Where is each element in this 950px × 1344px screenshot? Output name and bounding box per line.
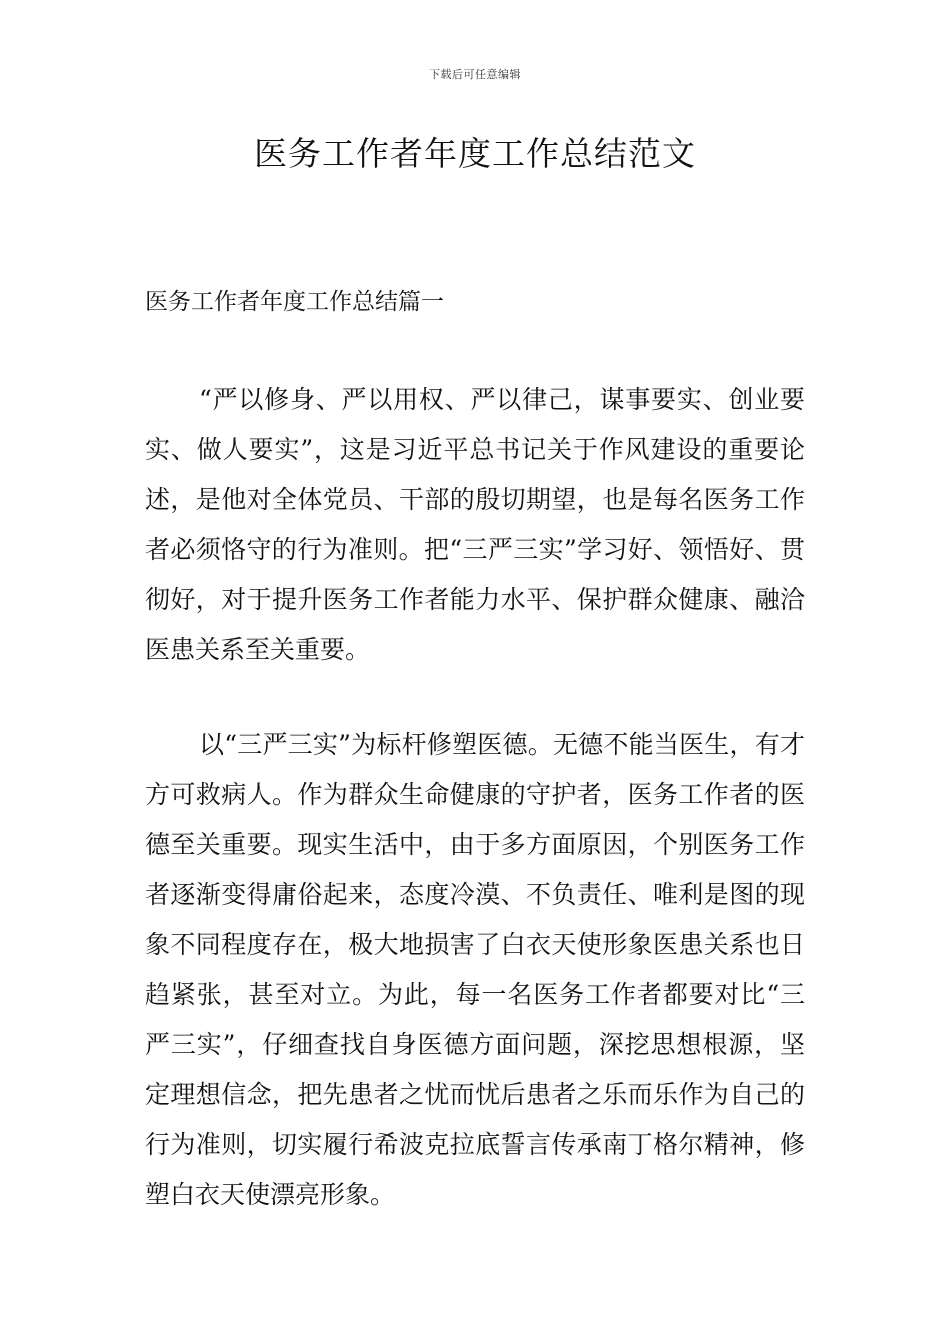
header-note: 下载后可任意编辑 bbox=[429, 68, 521, 81]
paragraph-2: 以“三严三实”为标杆修塑医德。无德不能当医生，有才方可救病人。作为群众生命健康的守护者，医务工作者的医德至关重要。现实生活中，由于多方面原因，个别医务工作者逐渐变得庸俗起来，态度冷漠、不负责任、唯利是图的现象不同程度存在，极大地损害了白衣天使形象医患关系也日趋紧张，甚至对立。为此，每一名医务工作者都要对比“三严三实”，仔细查找自身医德方面问题，深挖思想根源，坚定理想信念，把先患者之忧而忧后患者之乐而乐作为自己的行为准则，切实履行希波克拉底誓言传承南丁格尔精神，修塑白衣天使漂亮形象。 bbox=[145, 730, 805, 1209]
document-title: 医务工作者年度工作总结范文 bbox=[254, 134, 696, 173]
section-heading: 医务工作者年度工作总结篇一 bbox=[145, 289, 444, 315]
paragraph-1: “严以修身、严以用权、严以律己，谋事要实、创业要实、做人要实”，这是习近平总书记关于作风建设的重要论述，是他对全体党员、干部的殷切期望，也是每名医务工作者必须恪守的行为准则。把“三严三实”学习好、领悟好、贯彻好，对于提升医务工作者能力水平、保护群众健康、融洽医患关系至关重要。 bbox=[145, 385, 805, 664]
